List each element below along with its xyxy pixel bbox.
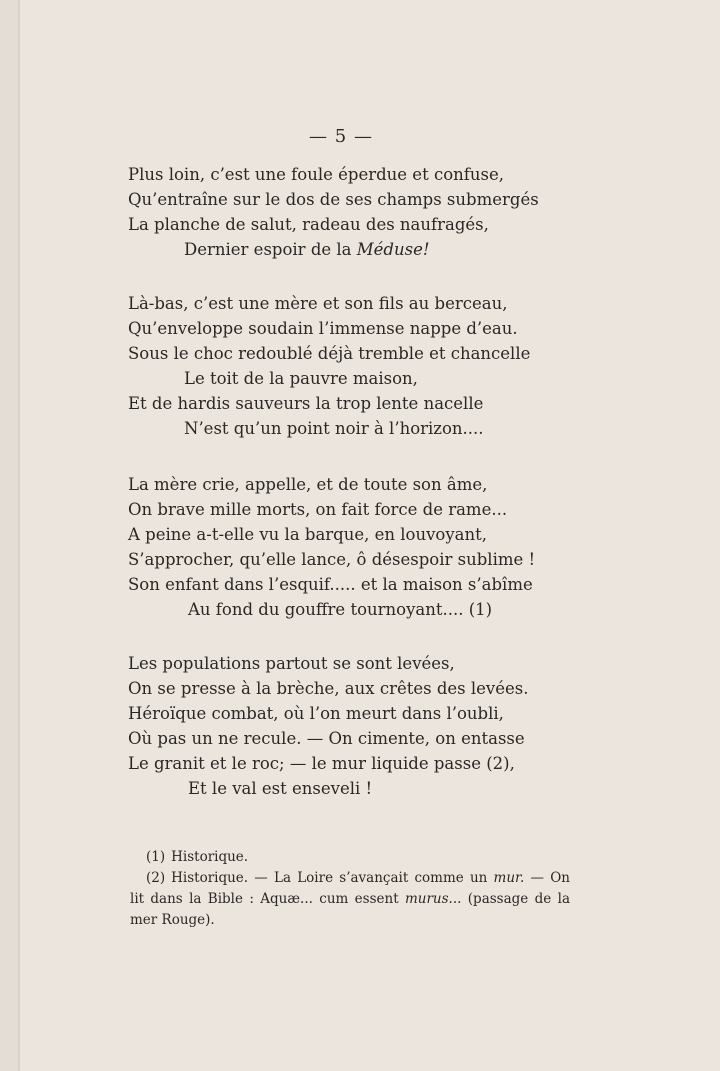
footnote-italic: murus... [404,891,462,907]
verse-line: Le granit et le roc; — le mur liquide passe (2), [128,754,515,773]
footnote-mark: (1) [146,849,166,865]
verse-line [128,237,688,262]
page-gutter [0,0,18,1071]
verse-line: On brave mille morts, on fait force de rame... [128,500,508,519]
verse-line: Au fond du gouffre tournoyant.... (1) [188,600,493,619]
verse-text: Dernier espoir de la [184,240,357,259]
footnote-1 [130,847,570,868]
verse-line: N’est qu’un point noir à l’horizon.... [184,419,484,438]
footnote-2 [130,868,570,931]
stanza-1 [128,162,688,262]
footnote-text: (passage de la mer Rouge). [130,891,570,928]
stanza-2 [128,291,688,441]
verse-line: Et de hardis sauveurs la trop lente nacelle [128,394,484,413]
verse-line: Héroïque combat, où l’on meurt dans l’oubli, [128,704,504,723]
italic-title: Méduse! [356,240,430,259]
verse-line: On se presse à la brèche, aux crêtes des levées. [128,679,529,698]
verse-line: Là-bas, c’est une mère et son fils au berceau, [128,294,508,313]
verse-line: La mère crie, appelle, et de toute son âme, [128,475,488,494]
stanza-4 [128,651,688,801]
stanza-3 [128,472,688,622]
verse-line: Le toit de la pauvre maison, [184,369,418,388]
footnote-text: — On lit dans la Bible : Aquæ... cum essent [130,870,570,907]
footnote-italic: mur. [493,870,525,886]
verse-line: S’approcher, qu’elle lance, ô désespoir sublime ! [128,550,536,569]
footnote-text: Historique. — La Loire s’avançait comme un [171,870,494,886]
verse-line: Son enfant dans l’esquif..... et la maison s’abîme [128,575,533,594]
verse-line: A peine a-t-elle vu la barque, en louvoyant, [128,525,488,544]
footnote-text: Historique. [171,849,249,865]
page-number: — 5 — [309,126,373,147]
verse-line: Sous le choc redoublé déjà tremble et chancelle [128,344,531,363]
footnote-mark: (2) [146,870,166,886]
page-fold-line [18,0,20,1071]
verse-line: Les populations partout se sont levées, [128,654,455,673]
verse-line: Et le val est enseveli ! [188,779,373,798]
verse-line: Plus loin, c’est une foule éperdue et confuse, [128,165,504,184]
verse-line: Qu’enveloppe soudain l’immense nappe d’eau. [128,319,518,338]
verse-line: Où pas un ne recule. — On cimente, on entasse [128,729,525,748]
footnotes [130,847,570,931]
verse-line: La planche de salut, radeau des naufragés, [128,215,489,234]
verse-line: Qu’entraîne sur le dos de ses champs submergés [128,190,539,209]
